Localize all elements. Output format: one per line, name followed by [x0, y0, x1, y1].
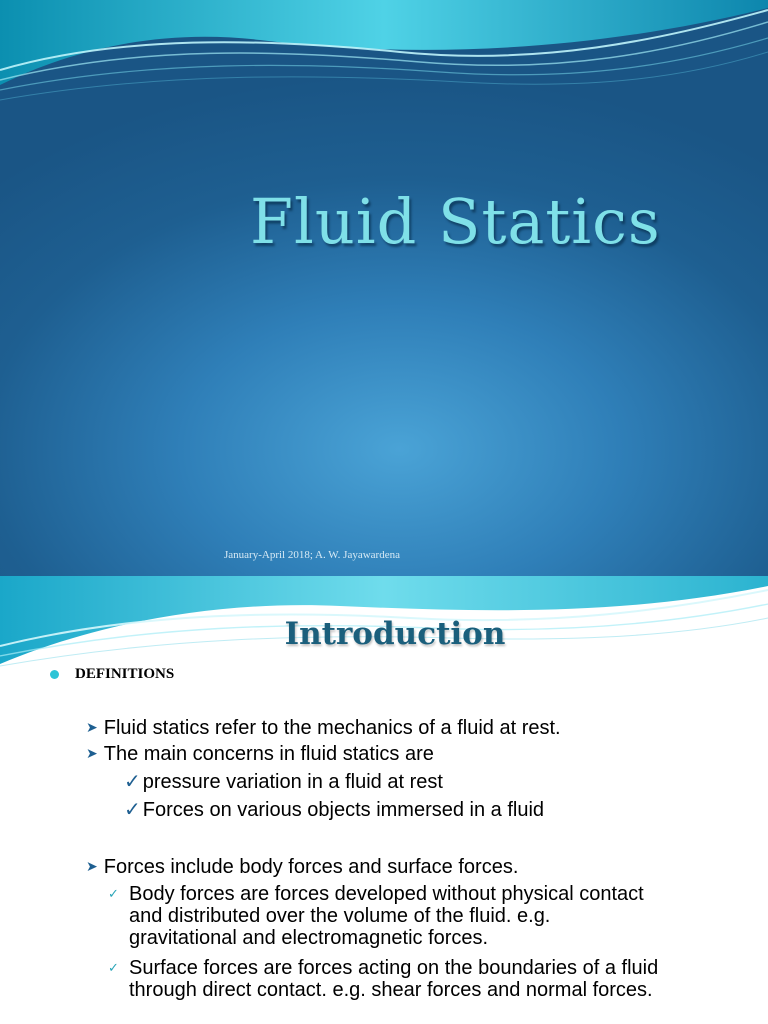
- slide-footer: January-April 2018; A. W. Jayawardena: [224, 549, 400, 561]
- list-item: ✓ pressure variation in a fluid at rest: [124, 771, 443, 793]
- arrow-bullet-icon: ➤: [86, 719, 98, 735]
- wave-banner: [0, 0, 768, 110]
- list-item: ➤ The main concerns in fluid statics are: [86, 743, 434, 765]
- bullet-definitions: [50, 666, 174, 683]
- arrow-bullet-icon: ➤: [86, 858, 98, 874]
- bullet-label: DEFINITIONS: [75, 666, 175, 682]
- list-item: ➤ Fluid statics refer to the mechanics of a fluid at rest.: [86, 717, 561, 739]
- check-icon: ✓: [108, 960, 119, 975]
- slide-heading: Introduction: [284, 616, 506, 652]
- slide-title: Fluid Statics: [250, 185, 661, 258]
- sub-item-body-forces: Body forces are forces developed without physical contact and distributed over the volume of the fluid. e.g. gravitational and electromagnetic forces.: [129, 883, 644, 949]
- list-item: ➤ Forces include body forces and surface forces.: [86, 856, 519, 878]
- check-icon: ✓: [124, 771, 141, 793]
- sub-item-surface-forces: Surface forces are forces acting on the boundaries of a fluid through direct contact. e.g. shear forces and normal forces.: [129, 957, 659, 1001]
- list-item: ✓ Forces on various objects immersed in a fluid: [124, 799, 545, 821]
- check-icon: ✓: [108, 886, 119, 901]
- dot-bullet-icon: [50, 670, 59, 679]
- check-icon: ✓: [124, 799, 141, 821]
- introduction-slide: [0, 576, 768, 1024]
- arrow-bullet-icon: ➤: [86, 745, 98, 761]
